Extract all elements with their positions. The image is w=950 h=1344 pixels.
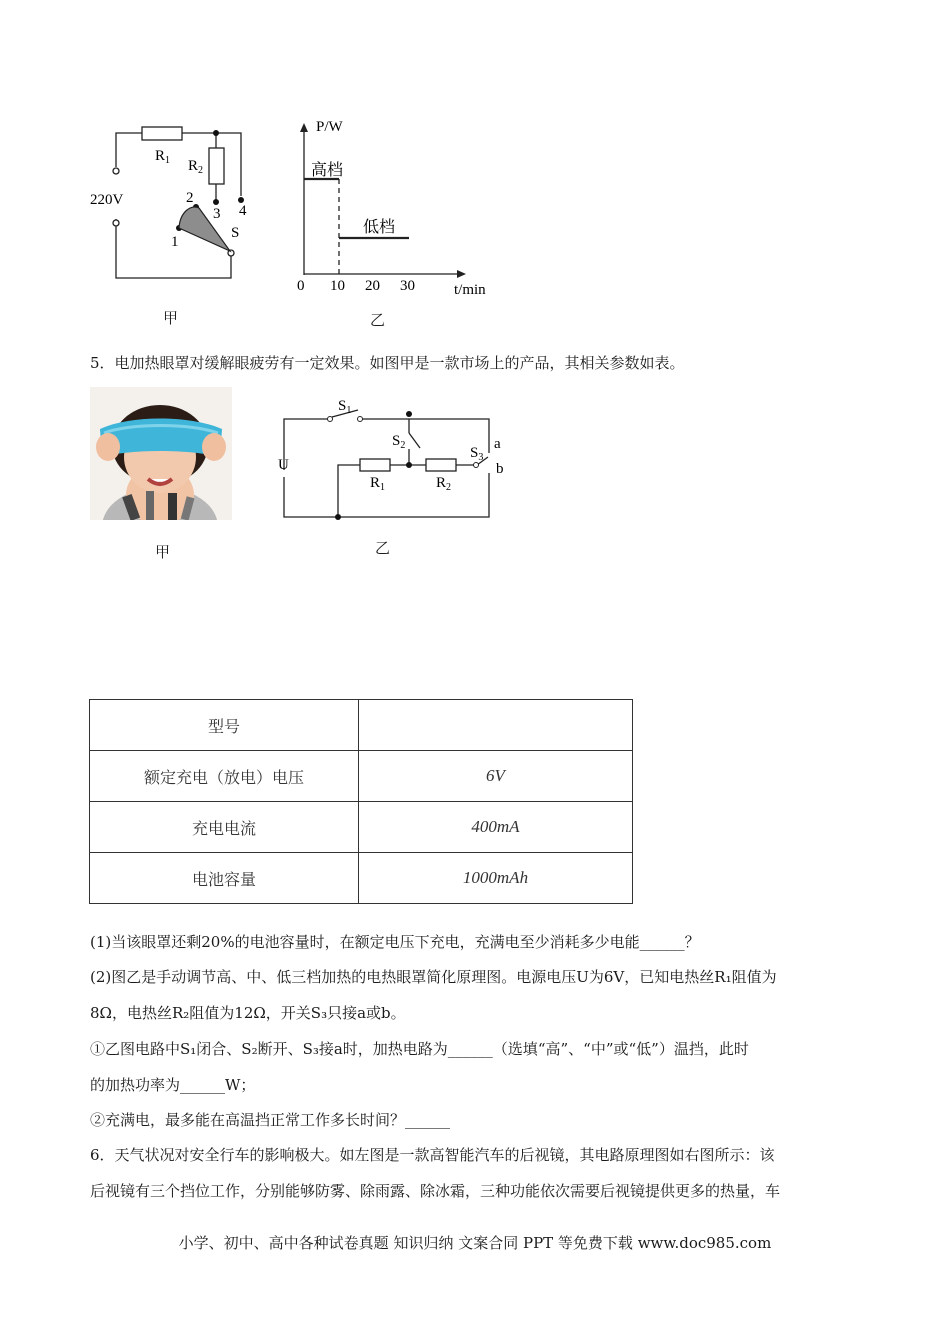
terminal-3: 3: [213, 206, 221, 222]
label-u: U: [278, 457, 289, 473]
q6-line-1: 6．天气状况对安全行车的影响极大。如左图是一款高智能汽车的后视镜，其电路原理图如右图所示：该: [90, 1146, 775, 1164]
label-low: 低档: [363, 219, 396, 236]
label-s3: $S_3$: [470, 445, 484, 463]
circuit-diagram-jia-1: [85, 120, 265, 295]
tick-20: 20: [365, 278, 380, 294]
label-r2: $R_2$: [436, 475, 452, 493]
label-s2: $S_2$: [392, 433, 406, 451]
table-cell-value: 6V: [359, 751, 633, 802]
label-r1: $R_1$: [370, 475, 386, 493]
label-s1: $S_1$: [338, 398, 352, 416]
tick-30: 30: [400, 278, 415, 294]
switch-s-label: S: [231, 225, 240, 241]
table-row: [90, 853, 633, 904]
terminal-1: 1: [171, 234, 179, 250]
table-cell-label: 额定充电（放电）电压: [90, 751, 359, 802]
q5-line-4: ①乙图电路中S₁闭合、S₂断开、S₃接a时，加热电路为______（选填“高”、“中”或“低”）温挡，此时: [90, 1040, 749, 1058]
table-row: [90, 751, 633, 802]
q6-line-2: 后视镜有三个挡位工作，分别能够防雾、除雨露、除冰霜，三种功能依次需要后视镜提供更多的热量，车: [90, 1182, 781, 1200]
table-row: [90, 700, 633, 751]
terminal-2: 2: [186, 190, 194, 206]
power-time-graph: [290, 115, 500, 300]
label-220v: 220V: [90, 192, 124, 208]
table-row: [90, 802, 633, 853]
table-cell-value: [359, 700, 633, 751]
table-cell-value: 400mA: [359, 802, 633, 853]
fig1-caption-jia: 甲: [163, 309, 179, 327]
label-b: b: [496, 461, 504, 477]
x-axis-label: t/min: [454, 282, 486, 298]
q5-caption-jia: 甲: [155, 543, 171, 561]
q5-caption-yi: 乙: [375, 539, 391, 557]
parameter-table: [89, 699, 633, 904]
circuit-diagram-yi-eye-mask: [270, 385, 520, 530]
label-r2: $R_2$: [188, 158, 204, 176]
terminal-4: 4: [239, 203, 247, 219]
table-cell-label: 充电电流: [90, 802, 359, 853]
tick-0: 0: [297, 278, 305, 294]
table-cell-value: 1000mAh: [359, 853, 633, 904]
tick-10: 10: [330, 278, 345, 294]
q5-line-5: 的加热功率为______W；: [90, 1076, 256, 1094]
label-high: 高档: [311, 162, 344, 179]
page-footer: 小学、初中、高中各种试卷真题 知识归纳 文案合同 PPT 等免费下载 www.doc985.com: [178, 1234, 772, 1252]
q5-intro: 5．电加热眼罩对缓解眼疲劳有一定效果。如图甲是一款市场上的产品，其相关参数如表。: [90, 354, 685, 372]
q5-line-2: (2)图乙是手动调节高、中、低三档加热的电热眼罩简化原理图。电源电压U为6V，已知电热丝R₁阻值为: [90, 968, 777, 986]
fig1-caption-yi: 乙: [370, 311, 386, 329]
q5-line-1: (1)当该眼罩还剩20%的电池容量时，在额定电压下充电，充满电至少消耗多少电能______？: [90, 933, 700, 951]
label-r1: $R_1$: [155, 148, 171, 166]
q5-line-6: ②充满电，最多能在高温挡正常工作多长时间？______: [90, 1111, 451, 1129]
table-cell-label: 电池容量: [90, 853, 359, 904]
eye-mask-photo: [90, 387, 232, 520]
y-axis-label: P/W: [316, 119, 343, 135]
q5-line-3: 8Ω，电热丝R₂阻值为12Ω，开关S₃只接a或b。: [90, 1004, 406, 1022]
table-cell-label: 型号: [90, 700, 359, 751]
label-a: a: [494, 436, 501, 452]
